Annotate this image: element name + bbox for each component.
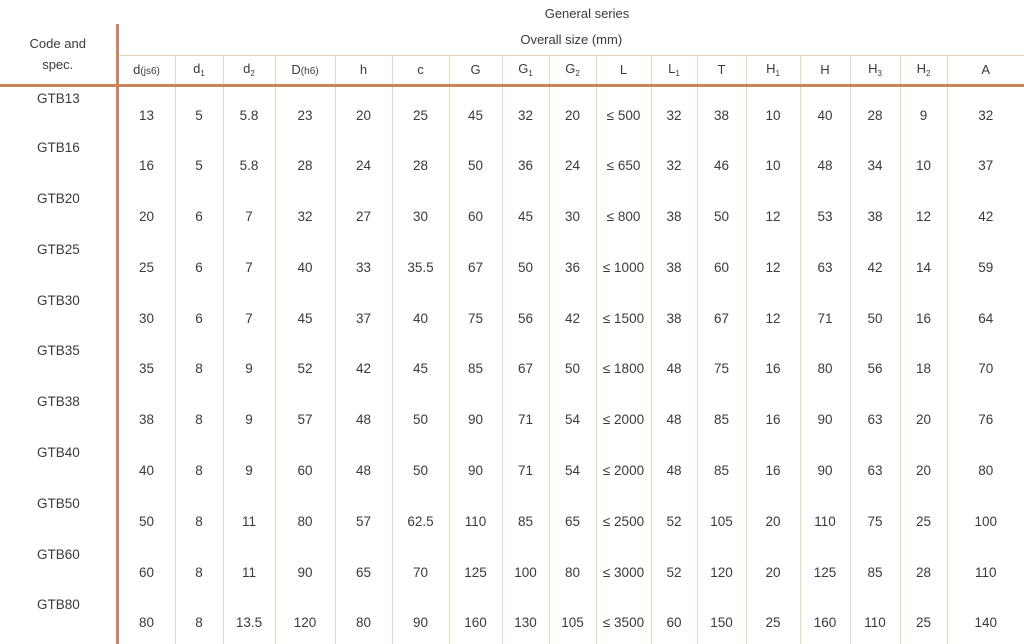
table-cell: 80: [275, 492, 335, 543]
table-cell: 105: [549, 593, 596, 644]
table-cell: 130: [502, 593, 549, 644]
table-cell: 50: [117, 492, 175, 543]
table-cell: 13: [117, 86, 175, 137]
table-cell: 25: [900, 492, 947, 543]
table-cell: 105: [697, 492, 746, 543]
column-header: [697, 55, 746, 86]
table-cell: 125: [800, 543, 850, 594]
table-cell: 8: [175, 593, 223, 644]
table-row: [0, 492, 1024, 543]
code-header-line1: Code and: [0, 24, 117, 55]
table-cell: 85: [697, 390, 746, 441]
column-header-symbol: D: [291, 62, 300, 77]
table-cell: 50: [392, 441, 449, 492]
column-header-symbol: d: [193, 61, 200, 76]
column-header-symbol: h: [360, 62, 367, 77]
table-cell: 54: [549, 390, 596, 441]
table-cell: 110: [947, 543, 1024, 594]
table-cell: 64: [947, 289, 1024, 340]
table-cell: 65: [549, 492, 596, 543]
column-header-row: [0, 55, 1024, 86]
table-cell: 5: [175, 86, 223, 137]
table-cell: 50: [697, 187, 746, 238]
table-row: [0, 289, 1024, 340]
table-cell: 48: [651, 390, 697, 441]
table-cell: 5.8: [223, 86, 275, 137]
table-cell: 110: [850, 593, 900, 644]
table-cell: 110: [800, 492, 850, 543]
column-header: [449, 55, 502, 86]
column-header-symbol: d: [243, 61, 250, 76]
table-cell: ≤ 650: [596, 136, 651, 187]
table-cell: 33: [335, 238, 392, 289]
table-row: [0, 86, 1024, 137]
row-code: GTB13: [0, 86, 117, 137]
column-header-symbol: G: [518, 61, 528, 76]
table-cell: 80: [947, 441, 1024, 492]
table-cell: 63: [850, 441, 900, 492]
table-cell: 24: [549, 136, 596, 187]
table-cell: 75: [850, 492, 900, 543]
table-cell: 60: [117, 543, 175, 594]
table-cell: ≤ 800: [596, 187, 651, 238]
table-cell: 7: [223, 187, 275, 238]
table-cell: 9: [223, 339, 275, 390]
table-cell: 48: [800, 136, 850, 187]
row-code: GTB25: [0, 238, 117, 289]
table-cell: 85: [502, 492, 549, 543]
table-cell: 67: [502, 339, 549, 390]
column-header: [275, 55, 335, 86]
table-cell: 36: [502, 136, 549, 187]
table-cell: 30: [549, 187, 596, 238]
table-cell: ≤ 3500: [596, 593, 651, 644]
table-body: [0, 86, 1024, 644]
column-header-symbol: G: [470, 62, 480, 77]
column-header-symbol: c: [417, 62, 424, 77]
table-cell: 48: [335, 441, 392, 492]
table-cell: 14: [900, 238, 947, 289]
table-row: [0, 136, 1024, 187]
table-cell: 38: [651, 289, 697, 340]
table-cell: 150: [697, 593, 746, 644]
column-header-symbol: d: [133, 62, 140, 77]
table-cell: 85: [850, 543, 900, 594]
table-cell: 120: [275, 593, 335, 644]
table-cell: 8: [175, 543, 223, 594]
table-cell: ≤ 2500: [596, 492, 651, 543]
table-cell: 10: [900, 136, 947, 187]
table-cell: 32: [947, 86, 1024, 137]
table-cell: 56: [850, 339, 900, 390]
column-header: [850, 55, 900, 86]
table-cell: 63: [850, 390, 900, 441]
table-cell: 18: [900, 339, 947, 390]
column-header: [117, 55, 175, 86]
table-cell: 60: [697, 238, 746, 289]
table-cell: 28: [275, 136, 335, 187]
column-header-subscript: (js6): [140, 66, 159, 77]
column-header-subscript: 1: [528, 69, 532, 78]
column-header: [651, 55, 697, 86]
column-header-subscript: 2: [575, 69, 579, 78]
table-cell: 8: [175, 390, 223, 441]
table-cell: 90: [449, 390, 502, 441]
column-header-symbol: H: [820, 62, 829, 77]
table-row: [0, 187, 1024, 238]
column-header-subscript: 2: [250, 69, 254, 78]
table-cell: 46: [697, 136, 746, 187]
table-cell: 76: [947, 390, 1024, 441]
table-cell: 34: [850, 136, 900, 187]
table-cell: 38: [651, 187, 697, 238]
table-cell: 54: [549, 441, 596, 492]
table-cell: 160: [800, 593, 850, 644]
table-cell: 37: [335, 289, 392, 340]
column-header: [900, 55, 947, 86]
table-cell: 16: [746, 441, 800, 492]
table-cell: 27: [335, 187, 392, 238]
row-code: GTB30: [0, 289, 117, 340]
table-cell: 20: [335, 86, 392, 137]
table-row: [0, 390, 1024, 441]
table-cell: 50: [850, 289, 900, 340]
table-cell: 52: [651, 543, 697, 594]
table-cell: 38: [117, 390, 175, 441]
table-cell: 40: [117, 441, 175, 492]
table-cell: 52: [651, 492, 697, 543]
table-cell: ≤ 1500: [596, 289, 651, 340]
table-cell: 35: [117, 339, 175, 390]
row-code: GTB38: [0, 390, 117, 441]
table-cell: 8: [175, 441, 223, 492]
table-cell: 8: [175, 492, 223, 543]
row-code: GTB40: [0, 441, 117, 492]
table-cell: 40: [800, 86, 850, 137]
column-header: [746, 55, 800, 86]
row-code: GTB80: [0, 593, 117, 644]
table-cell: 59: [947, 238, 1024, 289]
table-cell: 38: [651, 238, 697, 289]
table-cell: 35.5: [392, 238, 449, 289]
table-cell: 80: [549, 543, 596, 594]
table-cell: 60: [275, 441, 335, 492]
table-cell: 80: [117, 593, 175, 644]
table-cell: 48: [335, 390, 392, 441]
table-cell: 8: [175, 339, 223, 390]
table-row: [0, 543, 1024, 594]
table-cell: 71: [800, 289, 850, 340]
table-cell: 71: [502, 390, 549, 441]
table-cell: 90: [800, 390, 850, 441]
table-cell: 100: [947, 492, 1024, 543]
table-row: [0, 339, 1024, 390]
table-cell: 12: [746, 187, 800, 238]
table-cell: 42: [850, 238, 900, 289]
table-cell: 20: [746, 543, 800, 594]
table-cell: ≤ 3000: [596, 543, 651, 594]
table-cell: 32: [651, 86, 697, 137]
table-cell: 75: [697, 339, 746, 390]
column-header-symbol: A: [981, 62, 990, 77]
row-code: GTB16: [0, 136, 117, 187]
table-cell: 16: [746, 339, 800, 390]
table-cell: 45: [449, 86, 502, 137]
table-cell: 67: [697, 289, 746, 340]
column-header: [223, 55, 275, 86]
table-cell: 12: [900, 187, 947, 238]
column-header: [335, 55, 392, 86]
table-cell: 40: [275, 238, 335, 289]
column-header-symbol: H: [766, 61, 775, 76]
table-cell: 48: [651, 339, 697, 390]
table-cell: 110: [449, 492, 502, 543]
table-cell: 63: [800, 238, 850, 289]
table-row: [0, 593, 1024, 644]
table-cell: 30: [117, 289, 175, 340]
table-cell: 32: [502, 86, 549, 137]
column-header-symbol: H: [868, 61, 877, 76]
table-cell: 42: [947, 187, 1024, 238]
column-header: [392, 55, 449, 86]
table-cell: 24: [335, 136, 392, 187]
table-cell: 50: [392, 390, 449, 441]
column-header-subscript: 2: [926, 69, 930, 78]
table-cell: 6: [175, 289, 223, 340]
table-cell: 60: [449, 187, 502, 238]
table-cell: 37: [947, 136, 1024, 187]
table-cell: ≤ 2000: [596, 390, 651, 441]
table-row: [0, 238, 1024, 289]
table-cell: 120: [697, 543, 746, 594]
column-header: [549, 55, 596, 86]
overall-size-header: Overall size (mm): [117, 24, 1024, 55]
row-code: GTB50: [0, 492, 117, 543]
table-cell: 38: [697, 86, 746, 137]
table-cell: 52: [275, 339, 335, 390]
table-cell: 9: [223, 441, 275, 492]
table-cell: 100: [502, 543, 549, 594]
column-header: [502, 55, 549, 86]
header-row-group: [0, 24, 1024, 55]
row-code: GTB60: [0, 543, 117, 594]
table-cell: 85: [449, 339, 502, 390]
table-cell: 16: [746, 390, 800, 441]
table-cell: 125: [449, 543, 502, 594]
table-cell: 42: [335, 339, 392, 390]
table-cell: 90: [275, 543, 335, 594]
table-cell: 40: [392, 289, 449, 340]
spec-table: [0, 24, 1024, 644]
table-cell: ≤ 2000: [596, 441, 651, 492]
column-header-subscript: 1: [775, 69, 779, 78]
column-header-symbol: H: [917, 61, 926, 76]
table-cell: 16: [900, 289, 947, 340]
table-cell: 7: [223, 289, 275, 340]
table-cell: 5.8: [223, 136, 275, 187]
column-header-subscript: 1: [200, 69, 204, 78]
table-cell: 16: [117, 136, 175, 187]
table-cell: 20: [900, 390, 947, 441]
table-cell: 20: [746, 492, 800, 543]
column-header-symbol: G: [565, 61, 575, 76]
table-cell: ≤ 1800: [596, 339, 651, 390]
table-cell: 80: [800, 339, 850, 390]
table-cell: 48: [651, 441, 697, 492]
table-cell: 45: [502, 187, 549, 238]
table-cell: 12: [746, 289, 800, 340]
table-cell: 70: [947, 339, 1024, 390]
table-cell: 90: [800, 441, 850, 492]
table-cell: 71: [502, 441, 549, 492]
table-cell: 45: [275, 289, 335, 340]
table-cell: 38: [850, 187, 900, 238]
table-cell: 5: [175, 136, 223, 187]
row-code: GTB20: [0, 187, 117, 238]
column-header: [596, 55, 651, 86]
table-cell: 85: [697, 441, 746, 492]
table-cell: 80: [335, 593, 392, 644]
table-cell: 62.5: [392, 492, 449, 543]
column-header: [947, 55, 1024, 86]
code-header-line2: spec.: [0, 55, 117, 86]
column-header-symbol: L: [668, 61, 675, 76]
table-cell: 57: [275, 390, 335, 441]
table-cell: 23: [275, 86, 335, 137]
table-cell: 28: [850, 86, 900, 137]
table-cell: 9: [223, 390, 275, 441]
table-cell: 67: [449, 238, 502, 289]
table-cell: 65: [335, 543, 392, 594]
column-header-subscript: (h6): [301, 66, 319, 77]
table-cell: 7: [223, 238, 275, 289]
column-header-subscript: 1: [675, 69, 679, 78]
table-cell: 12: [746, 238, 800, 289]
table-cell: 20: [549, 86, 596, 137]
table-cell: ≤ 500: [596, 86, 651, 137]
table-title: General series: [0, 6, 1024, 21]
table-cell: 28: [392, 136, 449, 187]
table-cell: 75: [449, 289, 502, 340]
table-cell: 56: [502, 289, 549, 340]
table-cell: 11: [223, 543, 275, 594]
table-cell: 20: [117, 187, 175, 238]
table-cell: 53: [800, 187, 850, 238]
table-cell: 30: [392, 187, 449, 238]
table-cell: 60: [651, 593, 697, 644]
table-cell: 25: [746, 593, 800, 644]
table-cell: 13.5: [223, 593, 275, 644]
table-cell: 10: [746, 86, 800, 137]
table-cell: 36: [549, 238, 596, 289]
table-cell: 50: [549, 339, 596, 390]
table-cell: 50: [502, 238, 549, 289]
table-cell: 140: [947, 593, 1024, 644]
column-header-symbol: L: [620, 62, 627, 77]
table-cell: 6: [175, 238, 223, 289]
table-cell: 45: [392, 339, 449, 390]
table-cell: 32: [275, 187, 335, 238]
table-cell: 57: [335, 492, 392, 543]
table-cell: 160: [449, 593, 502, 644]
column-header: [175, 55, 223, 86]
table-cell: 10: [746, 136, 800, 187]
column-header: [800, 55, 850, 86]
table-cell: 70: [392, 543, 449, 594]
table-cell: 25: [900, 593, 947, 644]
table-cell: 90: [392, 593, 449, 644]
table-cell: 32: [651, 136, 697, 187]
table-cell: 28: [900, 543, 947, 594]
table-cell: 42: [549, 289, 596, 340]
table-cell: 6: [175, 187, 223, 238]
table-cell: 9: [900, 86, 947, 137]
table-cell: 25: [117, 238, 175, 289]
table-cell: 90: [449, 441, 502, 492]
row-code: GTB35: [0, 339, 117, 390]
table-cell: ≤ 1000: [596, 238, 651, 289]
column-header-symbol: T: [718, 62, 726, 77]
table-cell: 25: [392, 86, 449, 137]
table-row: [0, 441, 1024, 492]
table-cell: 50: [449, 136, 502, 187]
column-header-subscript: 3: [877, 69, 881, 78]
table-cell: 20: [900, 441, 947, 492]
table-cell: 11: [223, 492, 275, 543]
